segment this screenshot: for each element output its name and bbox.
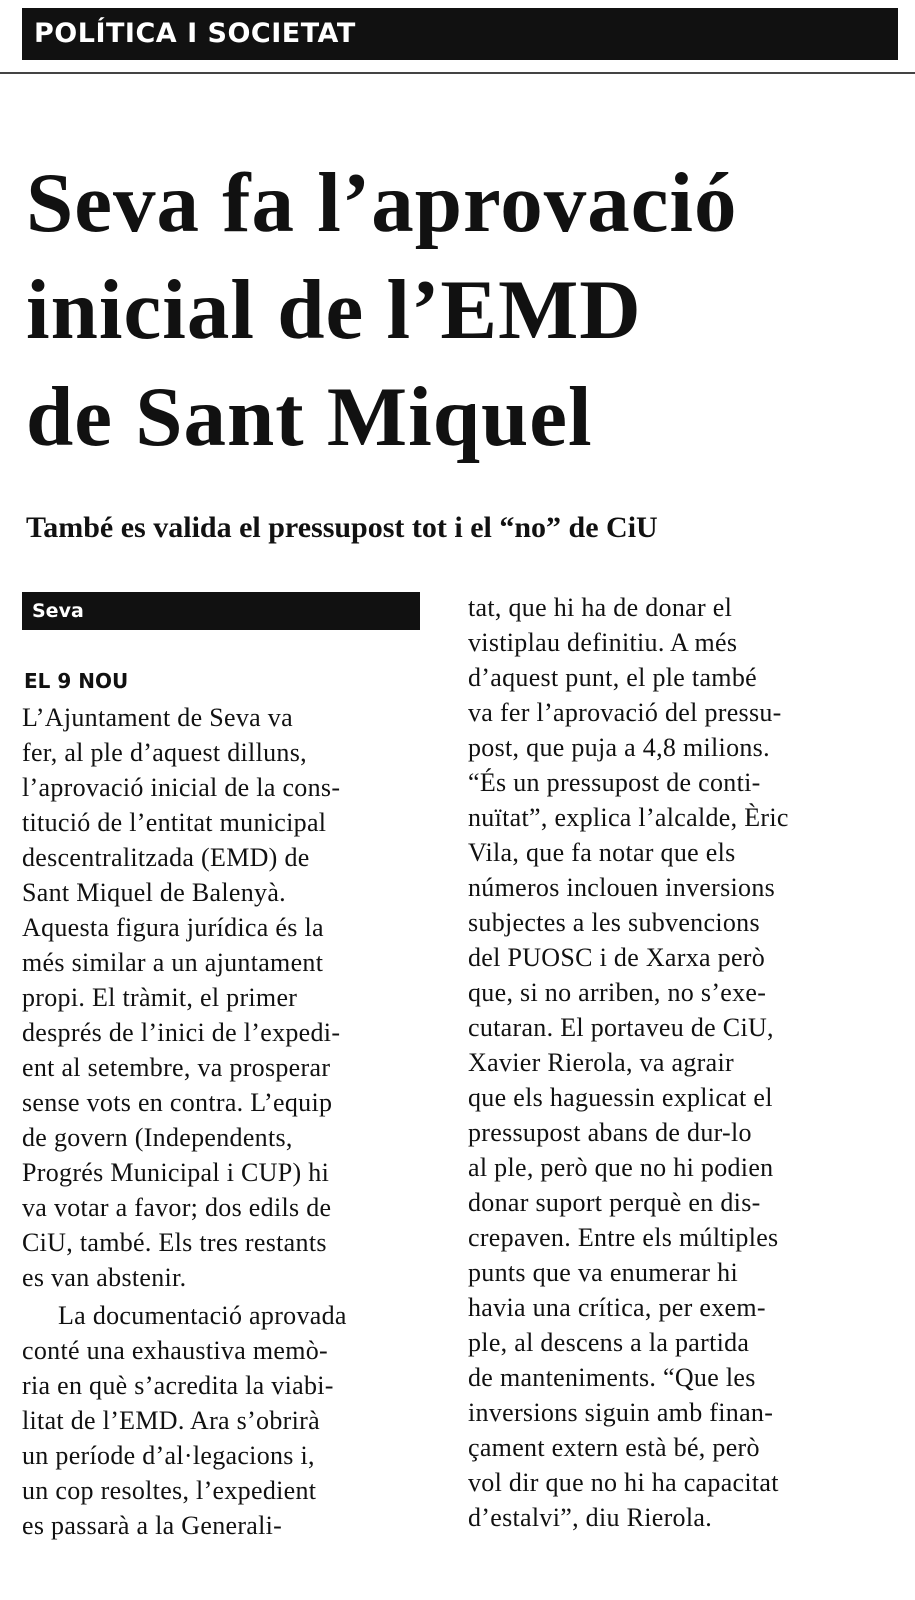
subheadline: També es valida el pressupost tot i el “no” de CiU — [26, 511, 658, 544]
text-line: çament extern està bé, però — [468, 1433, 760, 1462]
text-line: després de l’inici de l’expedi- — [22, 1018, 341, 1047]
headline-line: inicial de l’EMD — [26, 263, 642, 357]
text-line: del PUOSC i de Xarxa però — [468, 943, 766, 972]
text-line: vistiplau definitiu. A més — [468, 628, 738, 657]
text-line: ent al setembre, va prosperar — [22, 1053, 331, 1082]
text-line: L’Ajuntament de Seva va — [22, 703, 293, 732]
column-2 — [468, 590, 908, 1535]
text-line: fer, al ple d’aquest dilluns, — [22, 738, 307, 767]
top-divider — [0, 72, 915, 74]
text-line: crepaven. Entre els múltiples — [468, 1223, 779, 1252]
text-line: vol dir que no hi ha capacitat — [468, 1468, 779, 1497]
text-line: es van abstenir. — [22, 1263, 187, 1292]
text-line: Progrés Municipal i CUP) hi — [22, 1158, 330, 1187]
text-line: Vila, que fa notar que els — [468, 838, 736, 867]
text-line: “És un pressupost de conti- — [468, 768, 761, 797]
text-line: d’aquest punt, el ple també — [468, 663, 757, 692]
text-line: subjectes a les subvencions — [468, 908, 760, 937]
text-line: més similar a un ajuntament — [22, 948, 324, 977]
text-line: de govern (Independents, — [22, 1123, 293, 1152]
text-line: CiU, també. Els tres restants — [22, 1228, 327, 1257]
text-line: un cop resoltes, l’expedient — [22, 1476, 317, 1505]
column-1-paragraph-1 — [22, 700, 422, 1295]
text-line: l’aprovació inicial de la cons- — [22, 773, 341, 802]
text-line: Xavier Rierola, va agrair — [468, 1048, 734, 1077]
text-line: números inclouen inversions — [468, 873, 776, 902]
section-header-bar — [22, 8, 898, 60]
text-line: nuïtat”, explica l’alcalde, Èric — [468, 803, 789, 832]
text-line: va fer l’aprovació del pressu- — [468, 698, 782, 727]
text-line: Sant Miquel de Balenyà. — [22, 878, 286, 907]
text-line: que, si no arriben, no s’exe- — [468, 978, 767, 1007]
section-label: POLÍTICA I SOCIETAT — [34, 18, 356, 49]
text-line: donar suport perquè en dis- — [468, 1188, 761, 1217]
text-line: va votar a favor; dos edils de — [22, 1193, 332, 1222]
text-line: que els haguessin explicat el — [468, 1083, 773, 1112]
text-line: titució de l’entitat municipal — [22, 808, 327, 837]
text-line: inversions siguin amb finan- — [468, 1398, 774, 1427]
text-line: post, que puja a 4,8 milions. — [468, 733, 770, 762]
text-line: de manteniments. “Que les — [468, 1363, 756, 1392]
text-line: havia una crítica, per exem- — [468, 1293, 766, 1322]
text-line: La documentació aprovada — [58, 1301, 347, 1330]
text-line: d’estalvi”, diu Rierola. — [468, 1503, 713, 1532]
text-line: ple, al descens a la partida — [468, 1328, 750, 1357]
column-1-paragraph-2 — [22, 1298, 422, 1543]
text-line: punts que va enumerar hi — [468, 1258, 739, 1287]
text-line: es passarà a la Generali- — [22, 1511, 283, 1540]
text-line: litat de l’EMD. Ara s’obrirà — [22, 1406, 320, 1435]
text-line: propi. El tràmit, el primer — [22, 983, 298, 1012]
text-line: sense vots en contra. L’equip — [22, 1088, 333, 1117]
headline-line: de Sant Miquel — [26, 370, 593, 464]
text-line: ria en què s’acredita la viabi- — [22, 1371, 334, 1400]
text-line: conté una exhaustiva memò- — [22, 1336, 328, 1365]
text-line: cutaran. El portaveu de CiU, — [468, 1013, 774, 1042]
headline-line: Seva fa l’aprovació — [26, 156, 738, 250]
headline — [26, 150, 906, 471]
location-bar — [22, 592, 420, 630]
text-line: descentralitzada (EMD) de — [22, 843, 310, 872]
text-line: Aquesta figura jurídica és la — [22, 913, 324, 942]
text-line: un període d’al·legacions i, — [22, 1441, 315, 1470]
byline: EL 9 NOU — [24, 669, 129, 693]
location-label: Seva — [32, 600, 84, 622]
text-line: pressupost abans de dur-lo — [468, 1118, 752, 1147]
text-line: al ple, però que no hi podien — [468, 1153, 774, 1182]
text-line: tat, que hi ha de donar el — [468, 593, 733, 622]
